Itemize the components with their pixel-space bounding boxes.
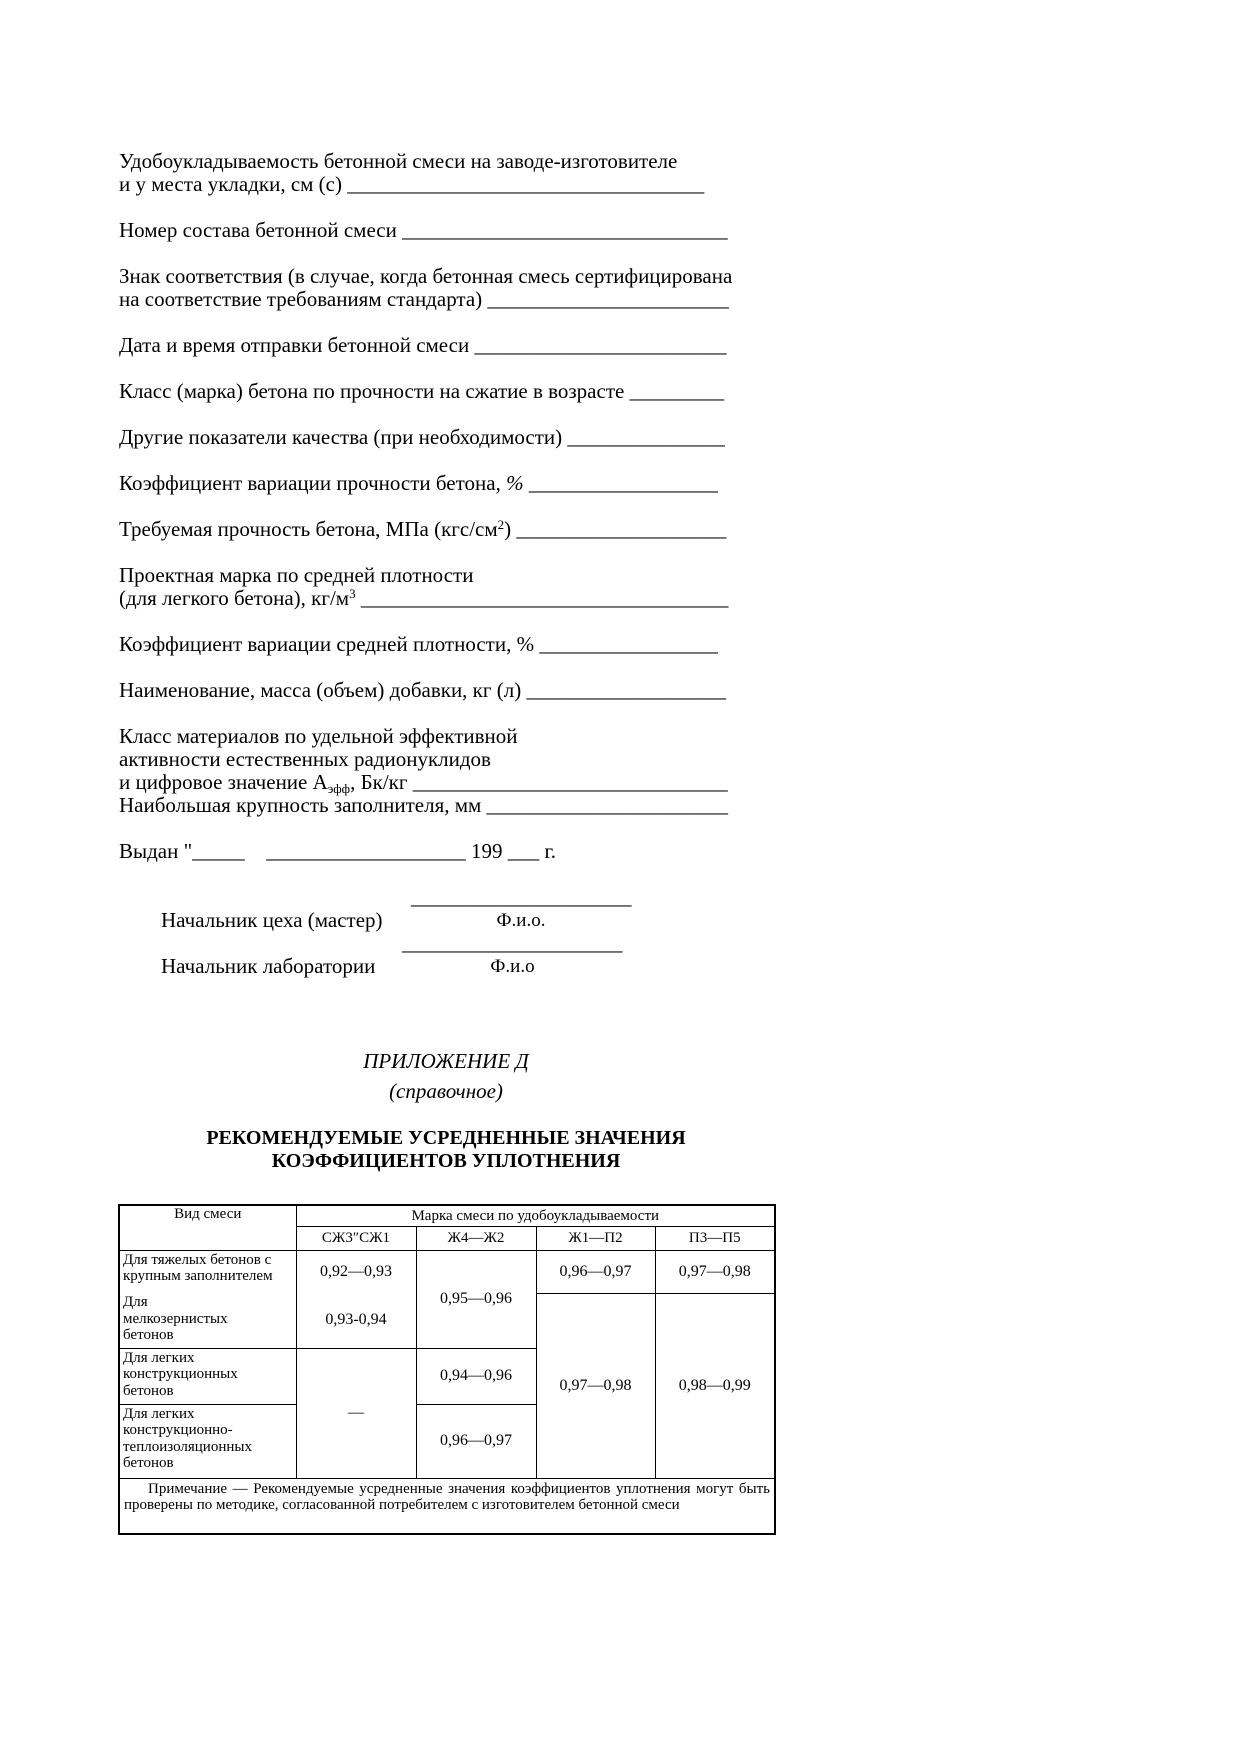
table-cell: 0,98—0,99: [655, 1293, 775, 1478]
other-quality-line: Другие показатели качества (при необходимости) _______________: [119, 425, 725, 449]
radionuclide-line-1: Класс материалов по удельной эффективной: [119, 724, 518, 748]
table-cell: 0,96—0,97: [536, 1250, 655, 1293]
table-note: Примечание — Рекомендуемые усредненные значения коэффициентов уплотнения могут быть проверены по методике, согласованной потребителем с изготовителем бетонной смеси: [119, 1478, 775, 1534]
row-label-fine: Для мелкозернистых бетонов: [119, 1293, 296, 1348]
required-strength-blank: ) ____________________: [504, 517, 727, 541]
table-note-row: [119, 1478, 775, 1534]
shop-head-caption: Ф.и.о.: [496, 910, 546, 931]
column-header-workability-grade: Марка смеси по удобоукладываемости: [296, 1205, 775, 1226]
density-text: (для легкого бетона), кг/м: [119, 586, 350, 610]
workability-field: [119, 150, 1019, 196]
radionuclide-field: [119, 725, 1019, 817]
table-cell: 0,97—0,98: [536, 1293, 655, 1478]
column-header-grade: Ж1—П2: [536, 1226, 655, 1250]
table-cell: 0,92—0,93: [296, 1250, 416, 1293]
strength-variation-line: [119, 472, 1019, 495]
radionuclide-text: и цифровое значение А: [119, 770, 328, 794]
required-strength-exponent: 2: [497, 517, 505, 532]
lab-head-signature-line: _____________________: [402, 931, 623, 955]
concrete-mix-form: [119, 150, 1019, 978]
additive-line: Наименование, масса (объем) добавки, кг (л) ___________________: [119, 678, 726, 702]
conformity-line-1: Знак соответствия (в случае, когда бетонная смесь сертифицирована: [119, 264, 733, 288]
signatures: [119, 886, 1019, 978]
additive-field: [119, 679, 1019, 702]
conformity-line-2: на соответствие требованиям стандарта) _______________________: [119, 287, 729, 311]
table-heading-line-1: РЕКОМЕНДУЕМЫЕ УСРЕДНЕННЫЕ ЗНАЧЕНИЯ: [206, 1127, 686, 1149]
issued-field: [119, 840, 1019, 863]
density-variation-line: Коэффициент вариации средней плотности, % _________________: [119, 632, 718, 656]
lab-head-label: Начальник лаборатории: [161, 954, 376, 978]
shop-head-caption-row: [119, 909, 1019, 932]
strength-variation-blank: __________________: [523, 471, 718, 495]
density-line-1: Проектная марка по средней плотности: [119, 563, 474, 587]
radionuclide-blank: , Бк/кг ______________________________: [350, 770, 728, 794]
shop-head-label: Начальник цеха (мастер): [161, 908, 383, 932]
strength-class-line: Класс (марка) бетона по прочности на сжатие в возрасте _________: [119, 379, 725, 403]
dispatch-datetime-line: Дата и время отправки бетонной смеси ________________________: [119, 333, 727, 357]
row-label-light-insulating: Для легких конструкционно- теплоизоляционных бетонов: [119, 1404, 296, 1478]
lab-head-caption: Ф.и.о: [490, 956, 535, 977]
table-cell: 0,97—0,98: [655, 1250, 775, 1293]
table-row: [119, 1250, 775, 1293]
mix-number-field: [119, 219, 1019, 242]
required-strength-field: [119, 518, 1019, 541]
radionuclide-subscript: эфф: [327, 781, 351, 796]
required-strength-text: Требуемая прочность бетона, МПа (кгс/см: [119, 517, 498, 541]
column-header-grade: Ж4—Ж2: [416, 1226, 536, 1250]
strength-variation-text: Коэффициент вариации прочности бетона,: [119, 471, 507, 495]
column-header-grade: СЖ3″СЖ1: [296, 1226, 416, 1250]
table-cell: 0,93-0,94: [296, 1293, 416, 1348]
issued-line: Выдан "_____ ___________________ 199 ___ г.: [119, 839, 545, 863]
compaction-coefficients-table: [118, 1204, 776, 1535]
density-variation-field: [119, 633, 1019, 656]
column-header-mix-type: Вид смеси: [119, 1205, 296, 1250]
other-quality-field: [119, 426, 1019, 449]
radionuclide-line-3: [119, 771, 1019, 794]
radionuclide-line-2: активности естественных радионуклидов: [119, 747, 491, 771]
density-blank: ___________________________________: [355, 586, 729, 610]
conformity-field: [119, 265, 1019, 311]
table-heading-line-2: КОЭФФИЦИЕНТОВ УПЛОТНЕНИЯ: [271, 1150, 621, 1172]
strength-variation-field: [119, 472, 1019, 495]
workability-line-1: Удобоукладываемость бетонной смеси на заводе-изготовителе: [119, 149, 678, 173]
table-cell: 0,95—0,96: [416, 1250, 536, 1348]
max-aggregate-line: Наибольшая крупность заполнителя, мм _______________________: [119, 793, 729, 817]
appendix-subtitle: (справочное): [389, 1079, 503, 1103]
table-header-row: [119, 1205, 775, 1226]
dispatch-datetime-field: [119, 334, 1019, 357]
column-header-grade: П3—П5: [655, 1226, 775, 1250]
appendix-title: ПРИЛОЖЕНИЕ Д: [363, 1049, 529, 1073]
lab-head-caption-row: [119, 955, 1019, 978]
mix-number-line: Номер состава бетонной смеси _______________________________: [119, 218, 728, 242]
strength-class-field: [119, 380, 1019, 403]
density-exponent: 3: [349, 586, 356, 601]
density-field: [119, 564, 1019, 610]
row-label-heavy: Для тяжелых бетонов с крупным заполнителем: [119, 1250, 296, 1293]
workability-line-2: и у места укладки, см (с) __________________________________: [119, 172, 705, 196]
table-cell: 0,94—0,96: [416, 1348, 536, 1404]
percent-unit: %: [506, 471, 524, 495]
shop-head-signature-line: _____________________: [411, 885, 632, 909]
table-cell: —: [296, 1348, 416, 1478]
density-line-2: [119, 587, 1019, 610]
required-strength-line: [119, 518, 1019, 541]
table-heading: [118, 1127, 774, 1173]
table-cell: 0,96—0,97: [416, 1404, 536, 1478]
row-label-light-structural: Для легких конструкционных бетонов: [119, 1348, 296, 1404]
